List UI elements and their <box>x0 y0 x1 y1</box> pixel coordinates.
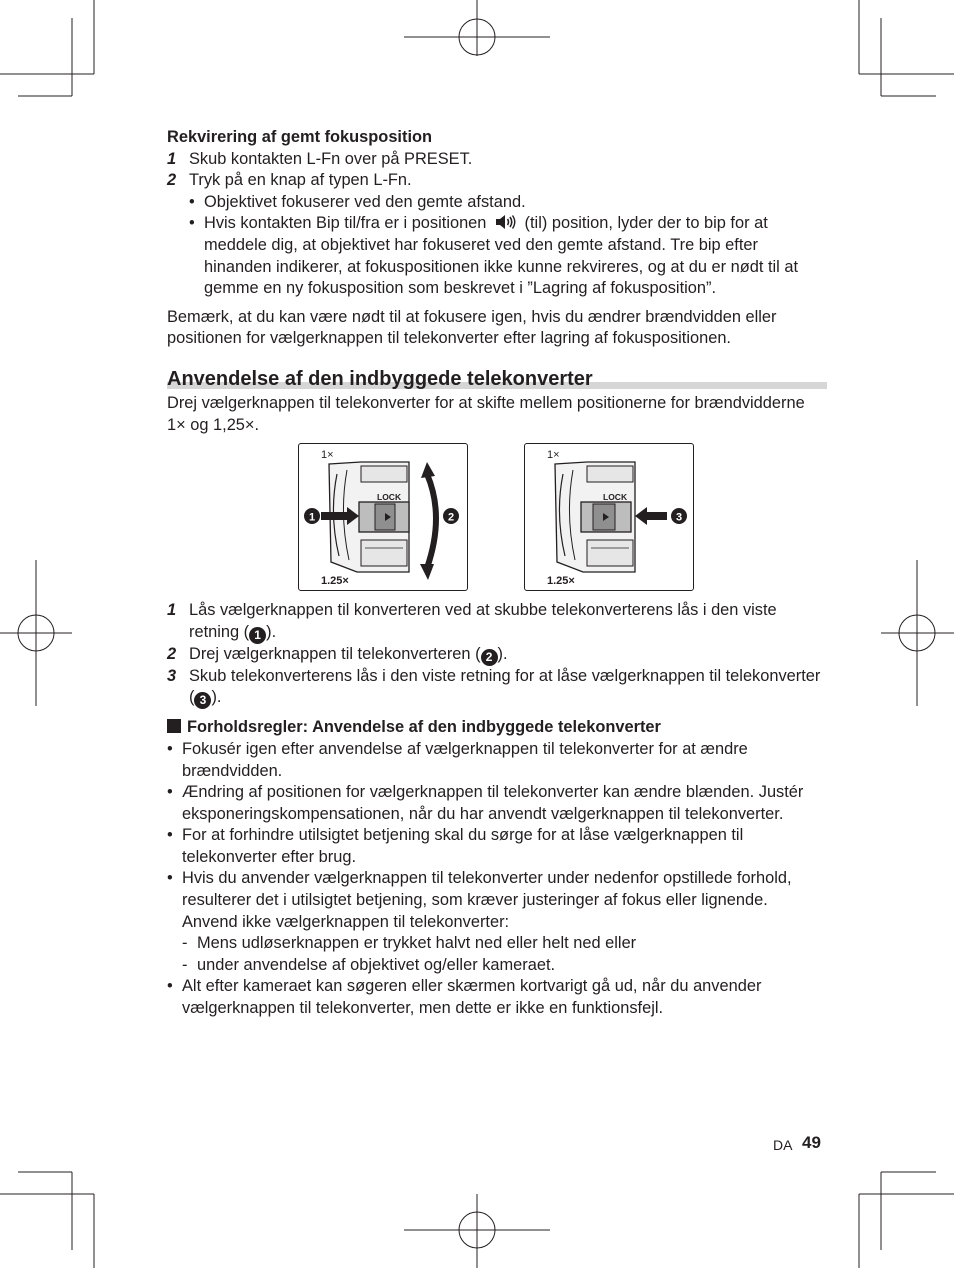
precautions-heading <box>167 717 827 739</box>
figure-row <box>167 443 827 591</box>
bullet-dot: • <box>167 826 173 845</box>
procedure-steps <box>167 600 827 709</box>
precaution-bullet <box>167 739 827 782</box>
figure-illustration <box>525 444 693 590</box>
procedure-step-2 <box>167 644 827 666</box>
bullet-text-post: (til) position, lyder der to bip for at meddele dig, at objektivet har fokuseret ved den gemte afstand. Tre bip efter hinanden indikerer, at fokuspositionen ikke kunne rekvireres, og at du er nødt til at gemme en ny fokusposition som beskrevet i ”Lagring af fokusposition”. <box>204 214 799 298</box>
step-text: Skub kontakten L-Fn over på PRESET. <box>189 149 473 168</box>
precaution-dash-item <box>167 933 827 955</box>
section-intro: Drej vælgerknappen til telekonverter for at skifte mellem positionerne for brændvidderne 1× og 1,25×. <box>167 393 805 434</box>
step-number: 1 <box>167 149 177 168</box>
figure-lock-and-rotate <box>298 443 468 591</box>
bullet-dot: • <box>189 192 195 211</box>
dash-mark: - <box>182 934 188 953</box>
callout-3-label: 3 <box>675 511 683 524</box>
zoom-label-top: 1× <box>547 449 560 462</box>
bullet-dot: • <box>167 977 173 996</box>
step-text: Tryk på en knap af typen L-Fn. <box>189 171 412 190</box>
bullet-text: Alt efter kameraet kan søgeren eller skærmen kortvarigt gå ud, når du anvender vælgerknappen til telekonverter, men dette er ikke en funktionsfejl. <box>182 977 762 1018</box>
dash-mark: - <box>182 955 188 974</box>
lock-label: LOCK <box>603 492 628 503</box>
bullet-text: Hvis du anvender vælgerknappen til telekonverter under nedenfor opstillede forhold, resulterer det i utilsigtet betjening, som kræver justeringer af fokus eller lignende. Anvend ikke vælgerknappen til telekonverter: <box>182 869 792 931</box>
step-text: Drej vælgerknappen til telekonverteren ( <box>189 644 481 663</box>
bullet-dot: • <box>167 783 173 802</box>
page-number: 49 <box>802 1133 821 1152</box>
step-close: ). <box>266 622 277 641</box>
bullet-text: Ændring af positionen for vælgerknappen til telekonverter kan ændre blænden. Justér eksponeringskompensationen, når du har anvendt vælgerknappen til telekonverter. <box>182 783 804 823</box>
precaution-dash-item <box>167 955 827 977</box>
recall-step-1 <box>167 149 827 171</box>
language-code: DA <box>773 1137 793 1153</box>
bullet-dot: • <box>189 214 195 233</box>
step-close: ). <box>497 644 508 663</box>
step-text: Lås vælgerknappen til konverteren ved at skubbe telekonverterens lås i den viste retning ( <box>189 601 777 641</box>
precaution-bullet <box>167 868 827 933</box>
callout-badge-1: 1 <box>249 627 266 644</box>
procedure-step-1 <box>167 600 827 644</box>
zoom-label-bottom: 1.25× <box>547 575 575 588</box>
recall-step-2 <box>167 170 827 192</box>
step-number: 1 <box>167 601 177 620</box>
bullet-text: For at forhindre utilsigtet betjening skal du sørge for at låse vælgerknappen til telekonverter efter brug. <box>182 826 744 866</box>
speaker-sound-icon <box>494 214 516 230</box>
callout-badge-2: 2 <box>481 649 498 666</box>
figure-lock-engaged <box>524 443 694 591</box>
dash-text: under anvendelse af objektivet og/eller kameraet. <box>197 955 556 974</box>
section-title: Anvendelse af den indbyggede telekonverter <box>167 367 593 390</box>
step-number: 3 <box>167 666 177 685</box>
precautions-title: Forholdsregler: Anvendelse af den indbyggede telekonverter <box>187 718 661 737</box>
page-content <box>167 127 827 1020</box>
recall-note: Bemærk, at du kan være nødt til at fokusere igen, hvis du ændrer brændvidden eller positionen for vælgerknappen til telekonverter efter lagring af fokuspositionen. <box>167 307 777 348</box>
step-close: ). <box>211 688 222 707</box>
section-heading <box>167 367 827 391</box>
callout-1-label: 1 <box>308 511 316 524</box>
bullet-text-pre: Hvis kontakten Bip til/fra er i positionen <box>204 214 487 233</box>
figure-illustration <box>299 444 467 590</box>
zoom-label-top: 1× <box>321 449 334 462</box>
callout-badge-3: 3 <box>194 692 211 709</box>
callout-2-label: 2 <box>447 511 455 524</box>
bullet-dot: • <box>167 739 173 758</box>
dash-text: Mens udløserknappen er trykket halvt ned eller helt ned eller <box>197 934 637 953</box>
step-number: 2 <box>167 171 177 190</box>
step-number: 2 <box>167 644 177 663</box>
recall-bullet-1 <box>167 192 827 214</box>
lock-label: LOCK <box>377 492 402 503</box>
bullet-text: Fokusér igen efter anvendelse af vælgerknappen til telekonverter for at ændre brændvidden. <box>182 739 748 780</box>
recall-bullet-2 <box>167 213 827 299</box>
black-square-icon <box>167 719 181 733</box>
procedure-step-3 <box>167 666 827 710</box>
recall-heading: Rekvirering af gemt fokusposition <box>167 128 433 146</box>
zoom-label-bottom: 1.25× <box>321 575 349 588</box>
precaution-bullet <box>167 976 827 1019</box>
bullet-text: Objektivet fokuserer ved den gemte afstand. <box>204 192 526 211</box>
step-text: Skub telekonverterens lås i den viste retning for at låse vælgerknappen til telekonverter ( <box>189 666 821 707</box>
precaution-bullet <box>167 782 827 825</box>
bullet-dot: • <box>167 869 173 888</box>
precaution-bullet <box>167 825 827 868</box>
